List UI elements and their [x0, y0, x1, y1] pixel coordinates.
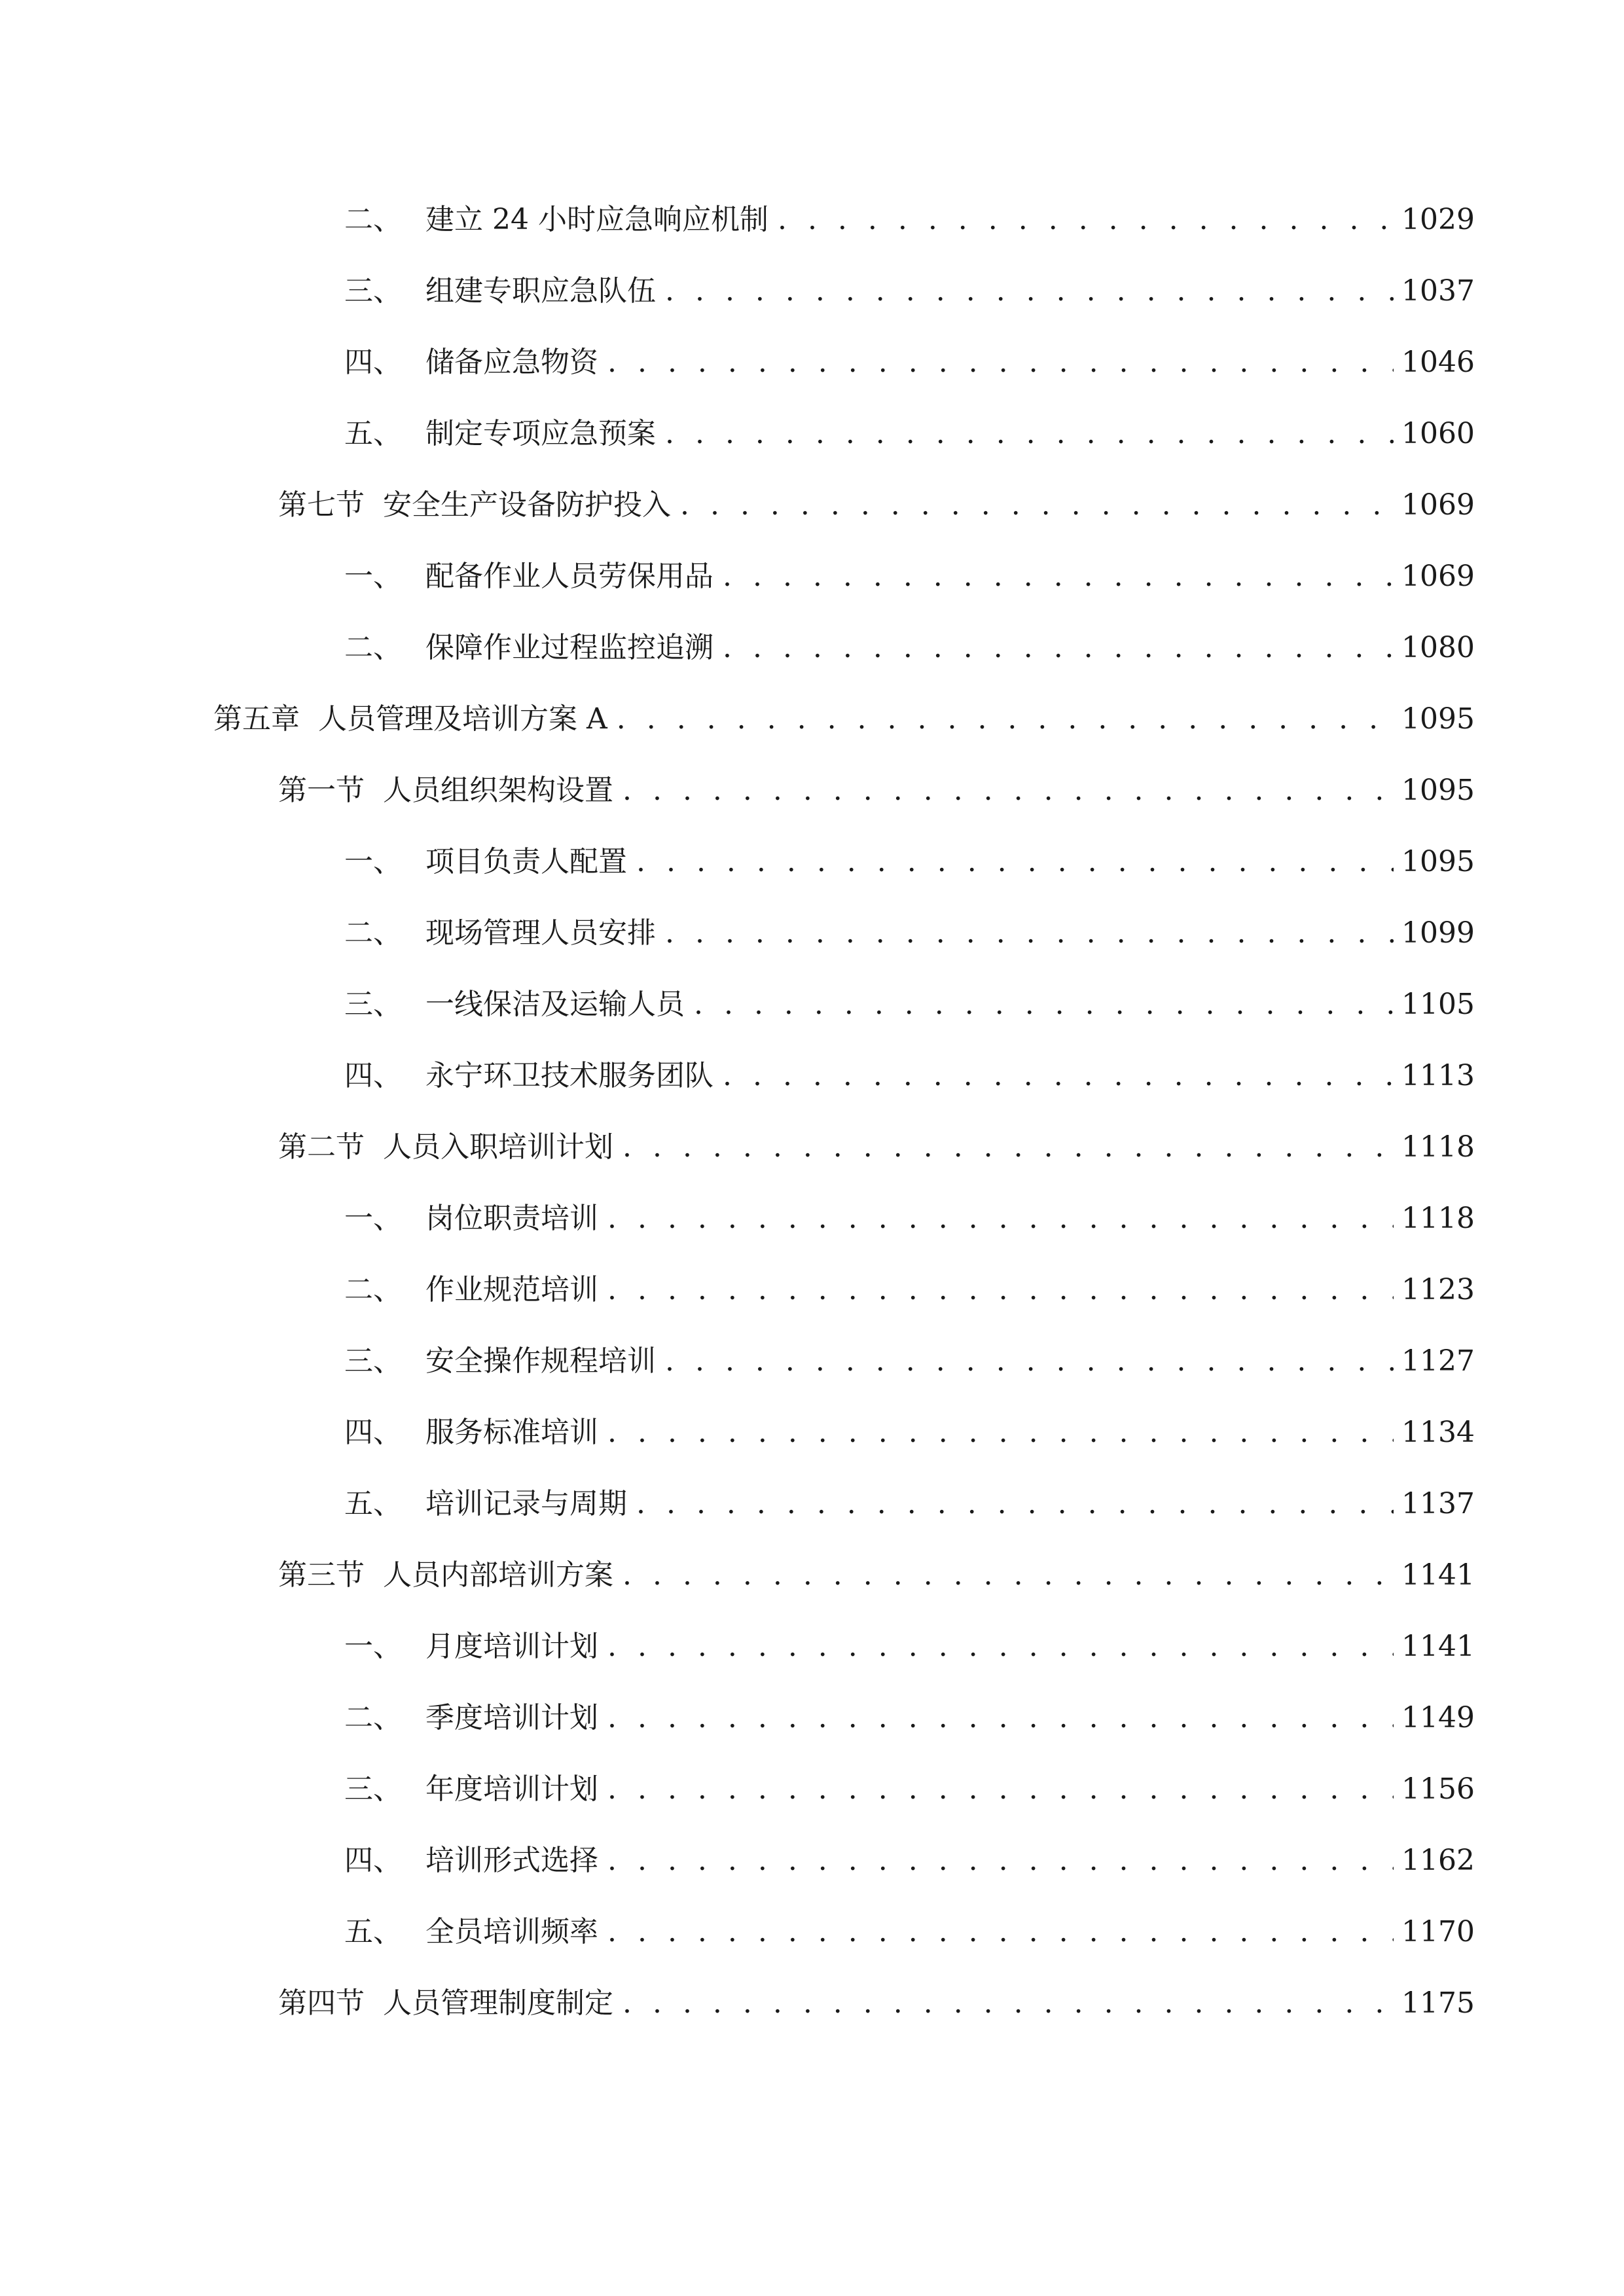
dot-leader — [623, 1977, 1394, 2030]
toc-entry[interactable] — [344, 408, 1475, 460]
toc-entry[interactable] — [344, 336, 1475, 389]
toc-entry-title: 安全生产设备防护投入 — [383, 488, 671, 522]
toc-entry-title: 月度培训计划 — [425, 1630, 598, 1663]
toc-entry-title: 季度培训计划 — [425, 1701, 598, 1734]
toc-entry-page: 1149 — [1401, 1701, 1475, 1734]
toc-entry-page: 1095 — [1401, 702, 1475, 736]
dot-leader — [680, 479, 1394, 531]
toc-entry-title: 配备作业人员劳保用品 — [425, 560, 713, 593]
toc-entry-number: 第一节 — [278, 774, 365, 807]
dot-leader — [623, 1549, 1394, 1602]
toc-entry-number: 二、 — [344, 1701, 402, 1734]
toc-entry-title: 现场管理人员安排 — [425, 916, 656, 950]
toc-entry-number: 五、 — [344, 1915, 402, 1948]
toc-entry-number: 第七节 — [278, 488, 365, 522]
toc-entry-number: 三、 — [344, 1772, 402, 1806]
dot-leader — [723, 1050, 1394, 1102]
toc-entry-page: 1141 — [1401, 1630, 1475, 1663]
toc-entry-page: 1170 — [1401, 1915, 1475, 1948]
dot-leader — [665, 1335, 1394, 1388]
dot-leader — [636, 836, 1394, 888]
dot-leader — [778, 194, 1394, 246]
toc-entry-title: 组建专职应急队伍 — [425, 274, 656, 308]
toc-entry-number: 一、 — [344, 1630, 402, 1663]
toc-entry-number: 第四节 — [278, 1986, 365, 2020]
dot-leader — [607, 1621, 1394, 1673]
toc-entry-title: 制定专项应急预案 — [425, 417, 656, 450]
toc-entry-title: 永宁环卫技术服务团队 — [425, 1059, 713, 1092]
toc-entry[interactable] — [344, 550, 1475, 603]
toc-entry-title: 培训形式选择 — [425, 1844, 598, 1877]
toc-entry[interactable] — [344, 1193, 1475, 1245]
toc-entry-title: 培训记录与周期 — [425, 1487, 627, 1520]
dot-leader — [607, 1264, 1394, 1316]
dot-leader — [665, 907, 1394, 960]
toc-entry[interactable] — [344, 907, 1475, 960]
toc-entry-page: 1175 — [1401, 1986, 1475, 2020]
toc-entry-number: 三、 — [344, 988, 402, 1021]
toc-entry-page: 1113 — [1401, 1059, 1475, 1092]
toc-entry-page: 1105 — [1401, 988, 1475, 1021]
dot-leader — [607, 1407, 1394, 1459]
toc-entry-section[interactable] — [278, 1549, 1475, 1602]
dot-leader — [607, 1193, 1394, 1245]
toc-entry-number: 二、 — [344, 203, 402, 236]
toc-entry-page: 1080 — [1401, 631, 1475, 664]
toc-entry-title: 一线保洁及运输人员 — [425, 988, 685, 1021]
toc-entry-title: 作业规范培训 — [425, 1273, 598, 1306]
toc-entry-number: 四、 — [344, 1059, 402, 1092]
toc-entry-title: 全员培训频率 — [425, 1915, 598, 1948]
toc-entry-section[interactable] — [278, 479, 1475, 531]
dot-leader — [623, 764, 1394, 817]
toc-entry-page: 1141 — [1401, 1558, 1475, 1592]
toc-entry-page: 1118 — [1401, 1202, 1475, 1235]
toc-entry-title: 年度培训计划 — [425, 1772, 598, 1806]
toc-entry-number: 五、 — [344, 417, 402, 450]
toc-entry-number: 第五章 — [213, 702, 300, 736]
toc-entry-title: 储备应急物资 — [425, 346, 598, 379]
toc-entry-title: 建立 24 小时应急响应机制 — [425, 203, 768, 236]
dot-leader — [723, 550, 1394, 603]
toc-entry-page: 1046 — [1401, 346, 1475, 379]
toc-entry[interactable] — [344, 836, 1475, 888]
toc-entry-page: 1029 — [1401, 203, 1475, 236]
toc-entry[interactable] — [344, 1692, 1475, 1744]
dot-leader — [623, 1121, 1394, 1174]
toc-entry[interactable] — [344, 1621, 1475, 1673]
toc-entry-number: 第二节 — [278, 1130, 365, 1164]
toc-entry-number: 一、 — [344, 1202, 402, 1235]
toc-entry-number: 三、 — [344, 1344, 402, 1378]
toc-entry[interactable] — [344, 1478, 1475, 1530]
toc-entry-page: 1137 — [1401, 1487, 1475, 1520]
toc-entry-title: 人员组织架构设置 — [383, 774, 613, 807]
toc-entry[interactable] — [344, 1763, 1475, 1816]
toc-entry-page: 1069 — [1401, 488, 1475, 522]
toc-entry[interactable] — [344, 1407, 1475, 1459]
dot-leader — [617, 693, 1394, 745]
toc-entry-number: 三、 — [344, 274, 402, 308]
toc-entry-page: 1127 — [1401, 1344, 1475, 1378]
toc-entry[interactable] — [344, 978, 1475, 1031]
dot-leader — [694, 978, 1394, 1031]
toc-entry-page: 1156 — [1401, 1772, 1475, 1806]
toc-entry-number: 一、 — [344, 560, 402, 593]
dot-leader — [607, 1763, 1394, 1816]
toc-entry-chapter[interactable] — [213, 693, 1475, 745]
toc-entry[interactable] — [344, 265, 1475, 317]
dot-leader — [723, 622, 1394, 674]
toc-entry-page: 1060 — [1401, 417, 1475, 450]
toc-entry-number: 四、 — [344, 346, 402, 379]
toc-entry-section[interactable] — [278, 1977, 1475, 2030]
toc-entry-title: 保障作业过程监控追溯 — [425, 631, 713, 664]
toc-entry-number: 五、 — [344, 1487, 402, 1520]
toc-entry-title: 人员内部培训方案 — [383, 1558, 613, 1592]
toc-entry-page: 1123 — [1401, 1273, 1475, 1306]
toc-entry-page: 1162 — [1401, 1844, 1475, 1877]
dot-leader — [636, 1478, 1394, 1530]
dot-leader — [607, 1692, 1394, 1744]
toc-entry-number: 第三节 — [278, 1558, 365, 1592]
toc-entry-number: 一、 — [344, 845, 402, 878]
toc-entry-title: 项目负责人配置 — [425, 845, 627, 878]
toc-entry-title: 人员管理及培训方案 A — [318, 702, 607, 736]
toc-entry-number: 二、 — [344, 631, 402, 664]
dot-leader — [607, 1906, 1394, 1958]
toc-entry[interactable] — [344, 1335, 1475, 1388]
toc-entry-number: 二、 — [344, 1273, 402, 1306]
toc-entry-section[interactable] — [278, 764, 1475, 817]
toc-entry-page: 1095 — [1401, 774, 1475, 807]
toc-entry-title: 人员入职培训计划 — [383, 1130, 613, 1164]
toc-entry-number: 二、 — [344, 916, 402, 950]
toc-entry-page: 1134 — [1401, 1416, 1475, 1449]
toc-entry-page: 1069 — [1401, 560, 1475, 593]
toc-entry-page: 1037 — [1401, 274, 1475, 308]
toc-entry[interactable] — [344, 622, 1475, 674]
toc-entry-section[interactable] — [278, 1121, 1475, 1174]
toc-entry[interactable] — [344, 194, 1475, 246]
toc-entry[interactable] — [344, 1906, 1475, 1958]
toc-entry[interactable] — [344, 1264, 1475, 1316]
toc-entry-page: 1099 — [1401, 916, 1475, 950]
dot-leader — [665, 265, 1394, 317]
toc-entry-page: 1095 — [1401, 845, 1475, 878]
toc-entry-number: 四、 — [344, 1844, 402, 1877]
dot-leader — [607, 336, 1394, 389]
toc-entry-page: 1118 — [1401, 1130, 1475, 1164]
toc-entry[interactable] — [344, 1050, 1475, 1102]
toc-entry-title: 人员管理制度制定 — [383, 1986, 613, 2020]
toc-entry-title: 服务标准培训 — [425, 1416, 598, 1449]
toc-entry[interactable] — [344, 1835, 1475, 1887]
dot-leader — [665, 408, 1394, 460]
toc-entry-title: 岗位职责培训 — [425, 1202, 598, 1235]
toc-entry-number: 四、 — [344, 1416, 402, 1449]
dot-leader — [607, 1835, 1394, 1887]
toc-entry-title: 安全操作规程培训 — [425, 1344, 656, 1378]
